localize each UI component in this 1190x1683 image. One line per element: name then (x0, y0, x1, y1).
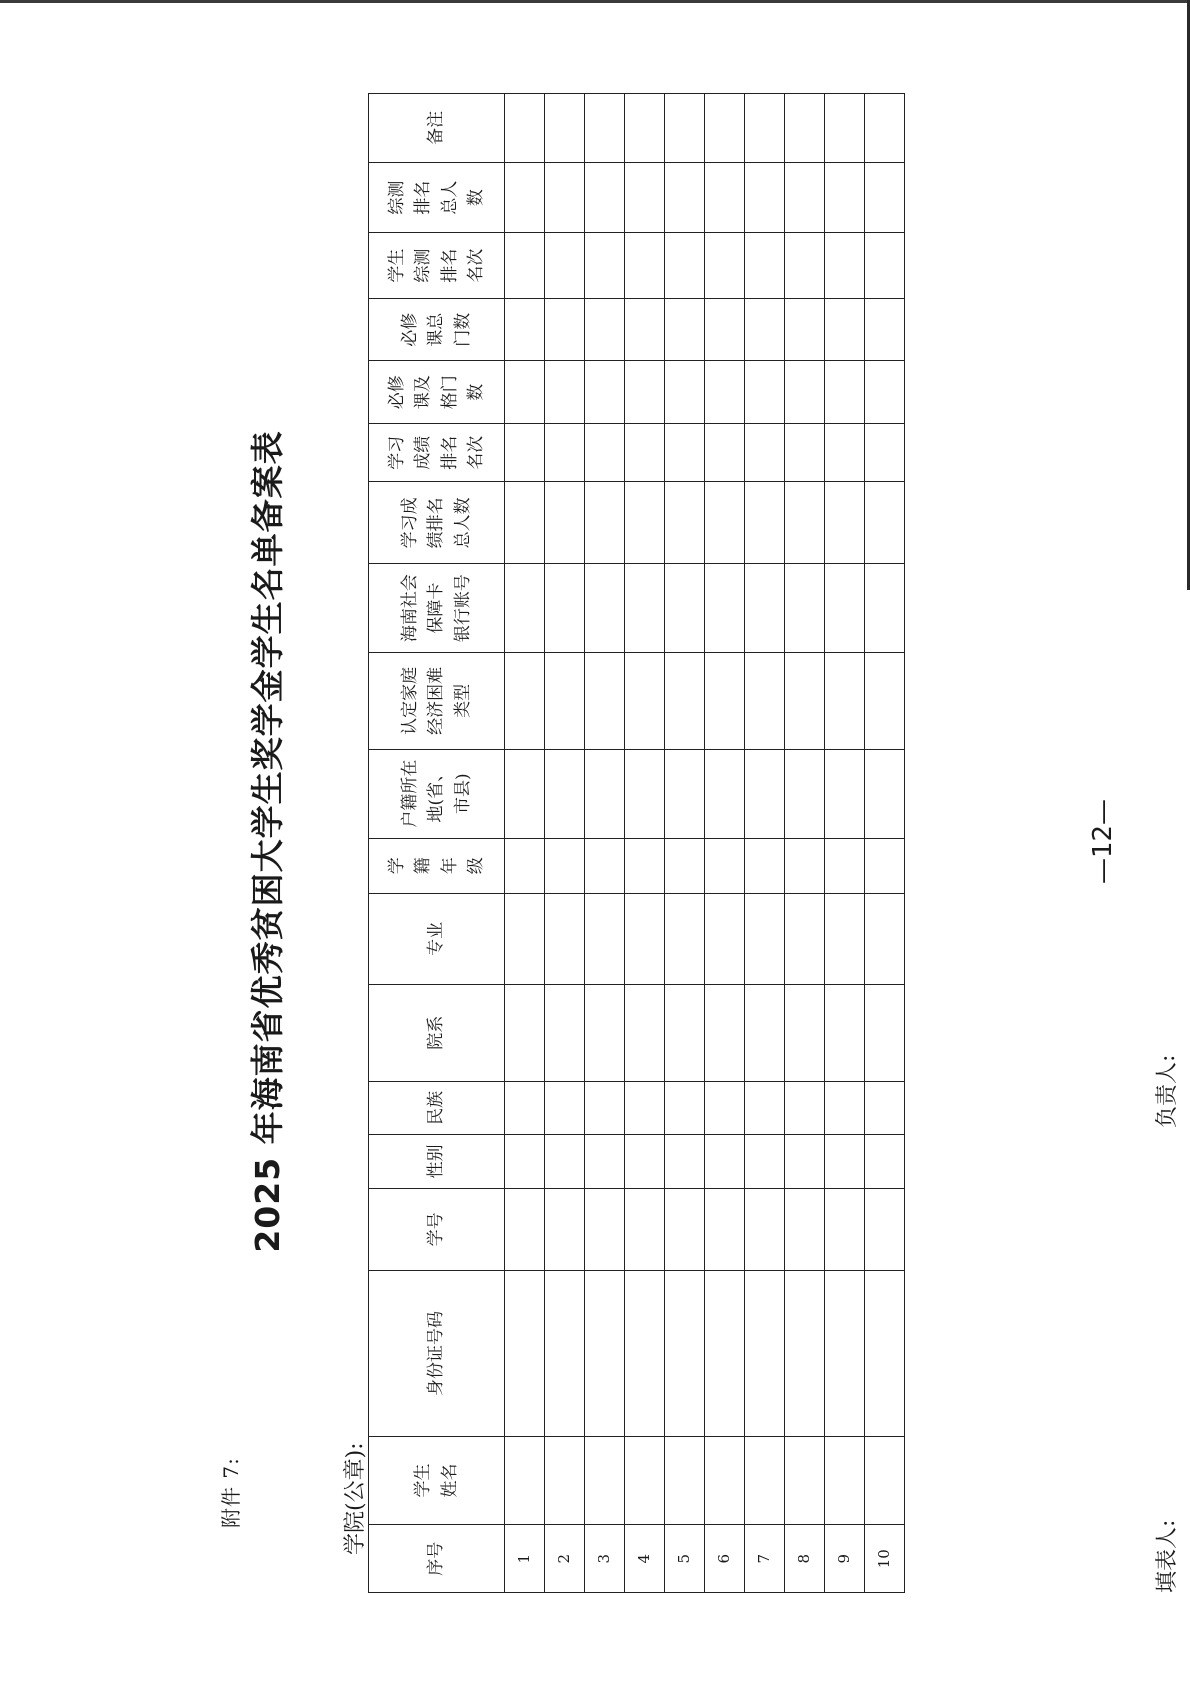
empty-cell (625, 1436, 665, 1525)
empty-cell (705, 838, 745, 893)
empty-cell (745, 652, 785, 749)
empty-cell (665, 894, 705, 985)
header-row (369, 94, 505, 1593)
empty-cell (785, 838, 825, 893)
empty-cell (585, 423, 625, 482)
row-number: 10 (865, 1525, 905, 1593)
empty-cell (745, 298, 785, 361)
empty-cell (865, 482, 905, 564)
empty-cell (545, 298, 585, 361)
empty-cell (625, 1081, 665, 1134)
table-row (705, 94, 745, 1593)
column-header-label: 身份证号码 (426, 1310, 447, 1396)
empty-cell (625, 361, 665, 424)
empty-cell (825, 94, 865, 163)
empty-cell (825, 984, 865, 1081)
empty-cell (625, 482, 665, 564)
empty-cell (785, 652, 825, 749)
empty-cell (705, 894, 745, 985)
empty-cell (665, 233, 705, 299)
empty-cell (625, 298, 665, 361)
empty-cell (705, 233, 745, 299)
column-header (369, 1081, 505, 1134)
empty-cell (585, 361, 625, 424)
column-header (369, 423, 505, 482)
row-number: 3 (585, 1525, 625, 1593)
empty-cell (505, 984, 545, 1081)
table-row (665, 94, 705, 1593)
empty-cell (545, 1436, 585, 1525)
column-header (369, 564, 505, 653)
empty-cell (625, 838, 665, 893)
empty-cell (545, 838, 585, 893)
table-row (545, 94, 585, 1593)
row-number: 4 (625, 1525, 665, 1593)
column-header-label: 必修 课及 格门 数 (386, 375, 486, 410)
empty-cell (865, 361, 905, 424)
empty-cell (545, 749, 585, 838)
empty-cell (825, 564, 865, 653)
empty-cell (625, 564, 665, 653)
empty-cell (545, 894, 585, 985)
empty-cell (865, 298, 905, 361)
empty-cell (865, 233, 905, 299)
empty-cell (705, 984, 745, 1081)
column-header-label: 海南社会 保障卡 银行账号 (399, 574, 473, 643)
filler-label: 填表人: (1155, 1519, 1180, 1593)
empty-cell (665, 1081, 705, 1134)
empty-cell (625, 749, 665, 838)
empty-cell (705, 423, 745, 482)
empty-cell (665, 838, 705, 893)
empty-cell (665, 482, 705, 564)
empty-cell (745, 423, 785, 482)
empty-cell (665, 1436, 705, 1525)
empty-cell (865, 984, 905, 1081)
empty-cell (785, 1135, 825, 1188)
empty-cell (745, 1271, 785, 1436)
empty-cell (665, 298, 705, 361)
column-header-label: 学生 姓名 (413, 1463, 460, 1498)
empty-cell (625, 162, 665, 233)
column-header (369, 1525, 505, 1593)
empty-cell (865, 1436, 905, 1525)
empty-cell (865, 1135, 905, 1188)
empty-cell (545, 423, 585, 482)
empty-cell (625, 894, 665, 985)
table-row (505, 94, 545, 1593)
empty-cell (545, 94, 585, 163)
empty-cell (585, 1271, 625, 1436)
empty-cell (585, 233, 625, 299)
table-row (785, 94, 825, 1593)
empty-cell (785, 749, 825, 838)
empty-cell (665, 94, 705, 163)
empty-cell (505, 162, 545, 233)
empty-cell (825, 1081, 865, 1134)
column-header (369, 482, 505, 564)
column-header-label: 备注 (426, 110, 447, 145)
empty-cell (585, 482, 625, 564)
registration-table (368, 93, 905, 1593)
column-header (369, 162, 505, 233)
empty-cell (745, 1188, 785, 1271)
column-header (369, 233, 505, 299)
empty-cell (505, 838, 545, 893)
empty-cell (585, 298, 625, 361)
empty-cell (585, 564, 625, 653)
page-number: —12— (1088, 798, 1118, 885)
college-seal-label: 学院(公章): (343, 1442, 368, 1555)
empty-cell (865, 162, 905, 233)
column-header-label: 户籍所在 地(省、 市县) (399, 759, 473, 828)
row-number: 6 (705, 1525, 745, 1593)
empty-cell (625, 1188, 665, 1271)
empty-cell (545, 564, 585, 653)
empty-cell (705, 162, 745, 233)
empty-cell (505, 233, 545, 299)
empty-cell (825, 1188, 865, 1271)
empty-cell (505, 1188, 545, 1271)
empty-cell (825, 749, 865, 838)
empty-cell (625, 1271, 665, 1436)
empty-cell (505, 1135, 545, 1188)
empty-cell (785, 298, 825, 361)
column-header-label: 序号 (426, 1541, 447, 1576)
empty-cell (705, 298, 745, 361)
empty-cell (665, 749, 705, 838)
column-header-label: 民族 (426, 1090, 447, 1125)
empty-cell (705, 652, 745, 749)
column-header (369, 838, 505, 893)
column-header-label: 性别 (426, 1144, 447, 1179)
empty-cell (665, 162, 705, 233)
empty-cell (705, 482, 745, 564)
empty-cell (585, 838, 625, 893)
empty-cell (705, 749, 745, 838)
empty-cell (745, 894, 785, 985)
empty-cell (625, 984, 665, 1081)
empty-cell (505, 482, 545, 564)
column-header (369, 298, 505, 361)
empty-cell (505, 423, 545, 482)
row-number: 8 (785, 1525, 825, 1593)
empty-cell (545, 361, 585, 424)
empty-cell (665, 1188, 705, 1271)
empty-cell (665, 564, 705, 653)
empty-cell (705, 1271, 745, 1436)
empty-cell (585, 162, 625, 233)
empty-cell (865, 652, 905, 749)
empty-cell (545, 1271, 585, 1436)
empty-cell (585, 1081, 625, 1134)
table-row (625, 94, 665, 1593)
empty-cell (825, 1436, 865, 1525)
empty-cell (785, 94, 825, 163)
empty-cell (585, 1188, 625, 1271)
empty-cell (585, 749, 625, 838)
empty-cell (745, 361, 785, 424)
empty-cell (865, 1271, 905, 1436)
column-header (369, 1271, 505, 1436)
empty-cell (625, 423, 665, 482)
empty-cell (745, 1436, 785, 1525)
empty-cell (585, 984, 625, 1081)
attachment-label: 附件 7: (219, 1457, 243, 1528)
empty-cell (545, 162, 585, 233)
empty-cell (785, 423, 825, 482)
empty-cell (505, 1081, 545, 1134)
column-header (369, 894, 505, 985)
empty-cell (705, 1081, 745, 1134)
empty-cell (745, 94, 785, 163)
empty-cell (825, 361, 865, 424)
empty-cell (505, 564, 545, 653)
empty-cell (785, 233, 825, 299)
empty-cell (505, 361, 545, 424)
column-header (369, 652, 505, 749)
row-number: 9 (825, 1525, 865, 1593)
empty-cell (825, 1271, 865, 1436)
empty-cell (505, 1271, 545, 1436)
table-row (825, 94, 865, 1593)
column-header-label: 专业 (426, 921, 447, 956)
empty-cell (545, 1188, 585, 1271)
empty-cell (825, 652, 865, 749)
empty-cell (825, 162, 865, 233)
empty-cell (625, 233, 665, 299)
empty-cell (545, 482, 585, 564)
row-number: 2 (545, 1525, 585, 1593)
empty-cell (825, 423, 865, 482)
empty-cell (665, 423, 705, 482)
empty-cell (585, 652, 625, 749)
empty-cell (745, 838, 785, 893)
row-number: 5 (665, 1525, 705, 1593)
column-header (369, 749, 505, 838)
empty-cell (785, 482, 825, 564)
column-header-label: 学 籍 年 级 (386, 857, 486, 875)
empty-cell (865, 423, 905, 482)
empty-cell (625, 652, 665, 749)
column-header-label: 学号 (426, 1212, 447, 1247)
empty-cell (825, 838, 865, 893)
empty-cell (745, 233, 785, 299)
empty-cell (745, 1135, 785, 1188)
empty-cell (825, 894, 865, 985)
empty-cell (505, 298, 545, 361)
empty-cell (545, 984, 585, 1081)
empty-cell (745, 564, 785, 653)
column-header-label: 学习成 绩排名 总人数 (399, 497, 473, 549)
empty-cell (785, 1271, 825, 1436)
empty-cell (745, 984, 785, 1081)
empty-cell (705, 94, 745, 163)
empty-cell (745, 1081, 785, 1134)
empty-cell (865, 94, 905, 163)
empty-cell (705, 1188, 745, 1271)
empty-cell (665, 1135, 705, 1188)
empty-cell (825, 298, 865, 361)
empty-cell (585, 1135, 625, 1188)
empty-cell (785, 1188, 825, 1271)
empty-cell (825, 482, 865, 564)
empty-cell (505, 94, 545, 163)
empty-cell (865, 1188, 905, 1271)
empty-cell (705, 361, 745, 424)
leader-label: 负责人: (1155, 1054, 1180, 1128)
table-row (585, 94, 625, 1593)
column-header-label: 学习 成绩 排名 名次 (386, 435, 486, 470)
empty-cell (665, 1271, 705, 1436)
column-header-label: 必修 课总 门数 (399, 312, 473, 347)
empty-cell (625, 94, 665, 163)
empty-cell (785, 564, 825, 653)
empty-cell (585, 1436, 625, 1525)
empty-cell (665, 361, 705, 424)
empty-cell (505, 894, 545, 985)
column-header (369, 1188, 505, 1271)
column-header (369, 361, 505, 424)
empty-cell (745, 162, 785, 233)
row-number: 7 (745, 1525, 785, 1593)
empty-cell (505, 652, 545, 749)
column-header-label: 认定家庭 经济困难 类型 (399, 666, 473, 735)
empty-cell (825, 233, 865, 299)
empty-cell (785, 1081, 825, 1134)
empty-cell (705, 1135, 745, 1188)
column-header (369, 94, 505, 163)
column-header-label: 综测 排名 总人 数 (386, 180, 486, 215)
empty-cell (785, 162, 825, 233)
empty-cell (665, 652, 705, 749)
table-row (745, 94, 785, 1593)
column-header (369, 1436, 505, 1525)
empty-cell (585, 894, 625, 985)
empty-cell (665, 984, 705, 1081)
empty-cell (705, 1436, 745, 1525)
empty-cell (545, 1081, 585, 1134)
table-row (865, 94, 905, 1593)
column-header-label: 学生 综测 排名 名次 (386, 248, 486, 283)
empty-cell (785, 984, 825, 1081)
page-title: 2025 年海南省优秀贫困大学生奖学金学生名单备案表 (248, 430, 287, 1253)
empty-cell (545, 1135, 585, 1188)
empty-cell (545, 652, 585, 749)
empty-cell (585, 94, 625, 163)
column-header (369, 1135, 505, 1188)
empty-cell (745, 749, 785, 838)
empty-cell (545, 233, 585, 299)
empty-cell (865, 749, 905, 838)
empty-cell (625, 1135, 665, 1188)
column-header-label: 院系 (426, 1015, 447, 1050)
empty-cell (865, 564, 905, 653)
empty-cell (785, 894, 825, 985)
empty-cell (745, 482, 785, 564)
empty-cell (785, 361, 825, 424)
empty-cell (505, 749, 545, 838)
empty-cell (505, 1436, 545, 1525)
empty-cell (785, 1436, 825, 1525)
empty-cell (825, 1135, 865, 1188)
row-number: 1 (505, 1525, 545, 1593)
empty-cell (865, 894, 905, 985)
empty-cell (865, 1081, 905, 1134)
column-header (369, 984, 505, 1081)
empty-cell (865, 838, 905, 893)
empty-cell (705, 564, 745, 653)
